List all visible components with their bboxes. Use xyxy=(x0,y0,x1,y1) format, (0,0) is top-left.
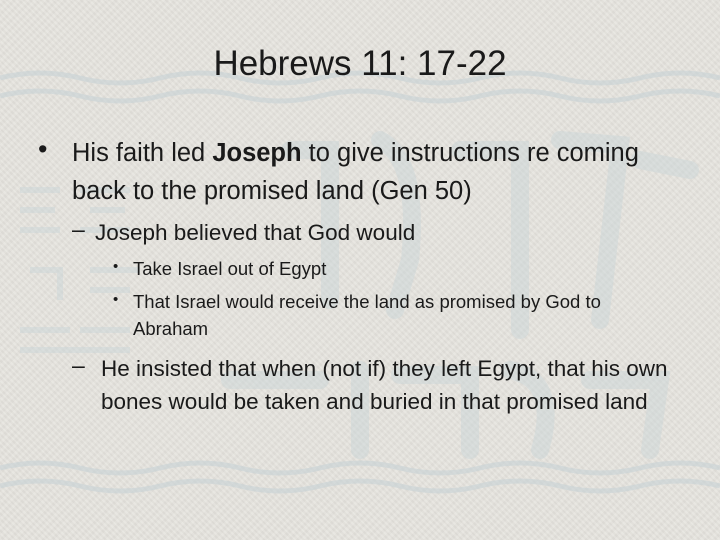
sub-sub-bullet-text: Take Israel out of Egypt xyxy=(133,258,327,279)
dash-marker: – xyxy=(72,216,85,242)
bullet-text: His faith led Joseph to give instructions re coming back to the promised land (Gen 50) xyxy=(72,139,639,205)
dash-marker: – xyxy=(72,352,85,378)
bold-keyword: Joseph xyxy=(212,139,302,167)
bullet-marker: • xyxy=(113,258,119,275)
slide-title: Hebrews 11: 17-22 xyxy=(213,44,507,83)
bullet-marker: • xyxy=(38,134,48,164)
sub-bullet-text: Joseph believed that God would xyxy=(95,220,416,245)
sub-sub-bullet-text: That Israel would receive the land as promised by God to Abraham xyxy=(133,291,601,339)
sub-bullet-text: He insisted that when (not if) they left Egypt, that his own bones would be taken and buried in that promised land xyxy=(101,356,668,414)
bullet-marker: • xyxy=(113,291,119,308)
